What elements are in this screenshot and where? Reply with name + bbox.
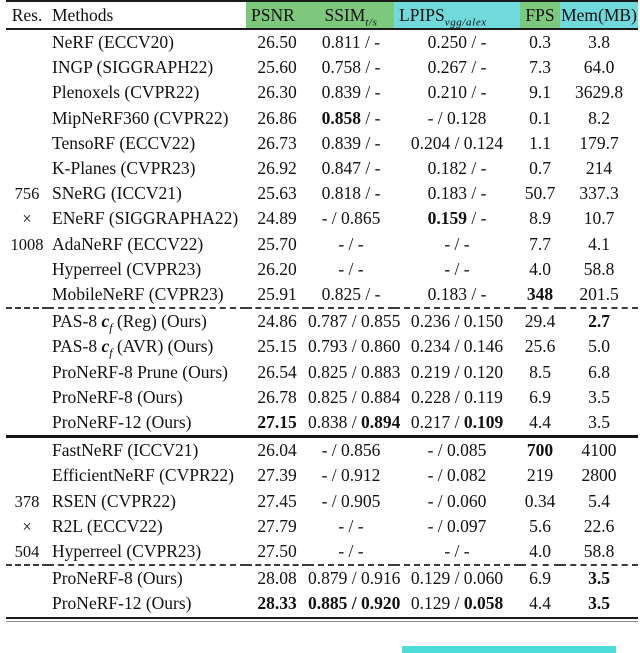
psnr-cell: 25.70 [257,233,297,254]
ssim-cell: 0.847 / - [321,158,381,179]
mem-cell: 214 [585,158,613,179]
lpips-cell: 0.234 / 0.146 [410,336,504,357]
fps-cell: 348 [520,282,560,308]
ssim-cell: - / - [338,515,364,536]
table-row [6,385,638,410]
psnr-cell: 25.60 [257,57,297,78]
mem-cell: 3.5 [560,410,638,437]
fps-cell: 0.7 [529,158,551,179]
ssim-cell: - / 0.905 [321,490,381,511]
res-cell [6,80,48,105]
table-row [6,360,638,385]
lpips-cell: 0.129 / 0.060 [410,568,504,589]
lpips-cell: - / 0.128 [427,107,487,128]
ssim-cell: 0.825 / 0.884 [308,386,401,407]
psnr-cell: 26.50 [257,32,297,52]
method-cell: INGP (SIGGRAPH22) [52,57,214,78]
mem-cell: 58.8 [583,258,615,279]
res-cell [6,131,48,156]
psnr-cell: 28.33 [257,593,297,614]
fps-cell: 5.6 [529,515,551,536]
table-row [6,257,638,282]
lpips-cell: - / - [394,539,520,565]
ssim-cell: - / - [338,258,364,279]
res-cell [6,410,48,437]
col-header-fps: FPS [520,1,560,29]
psnr-cell: 27.50 [246,539,308,565]
psnr-cell: 25.63 [257,183,297,204]
table-row [6,410,638,437]
mem-cell: 10.7 [583,208,615,229]
ssim-cell: 0.885 / 0.920 [308,593,401,614]
res-cell: 504 [6,539,48,565]
mem-cell: 22.6 [583,515,615,536]
col-header-mem: Mem(MB) [560,1,638,29]
lpips-cell: 0.217 / 0.109 [394,410,520,437]
ssim-cell: 0.818 / - [321,183,381,204]
psnr-cell: 26.30 [257,82,297,103]
mem-cell: 4100 [581,440,617,461]
res-cell [6,385,48,410]
method-cell: ProNeRF-8 Prune (Ours) [52,361,228,382]
lpips-cell: 0.228 / 0.119 [411,386,503,407]
table-row [6,106,638,131]
psnr-cell: 26.86 [257,107,297,128]
table-row [6,29,638,55]
table-row [6,55,638,80]
res-cell [6,282,48,308]
psnr-cell: 26.04 [257,440,297,461]
mem-cell: 3629.8 [574,82,624,103]
ssim-cell: 0.839 / - [321,82,381,103]
psnr-cell: 27.15 [246,410,308,437]
results-table [6,0,638,617]
ssim-cell: - / 0.865 [321,208,381,229]
fps-cell: 8.9 [529,208,551,229]
psnr-cell: 24.89 [257,208,297,229]
table-row [6,131,638,156]
fps-cell: 29.4 [524,311,556,332]
fps-cell: 4.4 [529,593,551,614]
col-header-methods: Methods [52,4,114,25]
table-row [6,308,638,334]
method-cell: PAS-8 $c_f$ (Reg) (Ours) [52,311,207,335]
table-header-row [6,1,638,29]
method-cell: NeRF (ECCV20) [52,32,175,52]
lpips-cell: - / 0.082 [427,465,487,486]
method-cell: FastNeRF (ICCV21) [52,440,199,461]
mem-cell: 58.8 [560,539,638,565]
mem-cell: 201.5 [560,282,638,308]
lpips-cell: 0.183 / - [427,183,487,204]
col-header-lpips [394,1,520,29]
psnr-cell: 25.15 [257,336,297,357]
fps-cell: 0.1 [529,107,551,128]
table-row [6,539,638,565]
res-cell: × [22,209,32,229]
fps-cell: 25.6 [524,336,556,357]
ssim-cell: 0.858 / - [321,107,381,128]
mem-cell: 4.1 [588,233,610,254]
ssim-cell: - / - [338,233,364,254]
fps-cell: 7.3 [529,57,551,78]
table-row [6,181,638,206]
res-cell [6,334,48,359]
method-cell: ProNeRF-12 (Ours) [52,593,192,614]
fps-cell: 6.9 [529,386,551,407]
res-cell [6,360,48,385]
fps-cell: 4.0 [529,258,551,279]
mem-cell: 5.0 [588,336,610,357]
ssim-cell: - / 0.912 [321,465,381,486]
ssim-cell: 0.793 / 0.860 [308,336,401,357]
method-cell: RSEN (CVPR22) [52,490,176,511]
table-body [6,29,638,617]
lpips-cell: 0.183 / - [394,282,520,308]
mem-cell: 8.2 [588,107,610,128]
mem-cell: 179.7 [579,132,619,153]
method-cell: K-Planes (CVPR23) [52,158,196,179]
col-header-res: Res. [11,4,43,25]
lpips-cell: 0.159 / - [427,208,487,229]
method-cell: EfficientNeRF (CVPR22) [52,465,234,486]
lpips-cell: 0.267 / - [427,57,487,78]
res-cell [6,308,48,334]
lpips-cell: 0.210 / - [427,82,487,103]
ssim-cell: - / - [308,539,394,565]
mem-cell: 337.3 [579,183,619,204]
lpips-cell: 0.204 / 0.124 [410,132,504,153]
psnr-cell: 28.08 [257,568,297,589]
ssim-cell: 0.825 / 0.883 [308,361,401,382]
ssim-cell: - / 0.856 [321,440,381,461]
lpips-cell: 0.129 / 0.058 [410,593,504,614]
table-row [6,437,638,464]
ssim-subscript: t/s [365,16,378,28]
fps-cell: 0.34 [524,490,556,511]
col-header-ssim [308,1,394,29]
res-cell [6,106,48,131]
mem-cell: 6.8 [588,361,610,382]
fps-cell: 9.1 [529,82,551,103]
lpips-subscript: vgg/alex [444,16,487,28]
table-row [6,206,638,231]
ssim-cell: 0.825 / - [308,282,394,308]
fps-cell: 6.9 [529,568,551,589]
res-cell [6,55,48,80]
res-cell: 378 [14,491,40,511]
table-row [6,334,638,359]
table-row [6,489,638,514]
mem-cell: 3.5 [588,593,610,614]
mem-cell: 3.5 [588,386,610,407]
fps-cell: 4.4 [520,410,560,437]
ssim-cell: 0.879 / 0.916 [308,568,401,589]
res-cell [6,437,48,464]
lpips-cell: 0.182 / - [427,158,487,179]
ssim-label: SSIM [324,4,366,25]
method-cell: Plenoxels (CVPR22) [52,82,200,103]
method-cell: R2L (ECCV22) [52,515,163,536]
res-cell [6,591,48,616]
method-cell: Hyperreel (CVPR23) [48,539,246,565]
lpips-cell: 0.250 / - [427,32,487,52]
res-cell: 1008 [10,234,44,254]
fps-cell: 1.1 [529,132,551,153]
res-cell: 756 [14,184,40,204]
accent-bar [402,646,616,653]
fps-cell: 219 [526,465,554,486]
col-header-psnr: PSNR [246,1,308,29]
res-cell: × [22,516,32,536]
fps-cell: 4.0 [520,539,560,565]
table-row [6,232,638,257]
res-cell [6,463,48,488]
lpips-cell: - / 0.097 [427,515,487,536]
mem-cell: 2800 [581,465,617,486]
table-row [6,514,638,539]
ssim-cell: 0.758 / - [321,57,381,78]
ssim-cell: 0.787 / 0.855 [308,311,401,332]
mem-cell: 3.8 [588,32,610,52]
fps-cell: 0.3 [529,32,551,52]
res-cell [6,29,48,55]
method-cell: AdaNeRF (ECCV22) [52,233,204,254]
table-row [6,282,638,308]
table-row [6,463,638,488]
method-cell: ENeRF (SIGGRAPHA22) [52,208,239,229]
fps-cell: 700 [526,440,554,461]
psnr-cell: 27.79 [257,515,297,536]
psnr-cell: 26.54 [257,361,297,382]
lpips-label: LPIPS [399,4,445,25]
method-cell: MipNeRF360 (CVPR22) [52,107,229,128]
table-row [6,565,638,591]
psnr-cell: 26.92 [257,158,297,179]
lpips-cell: - / - [444,258,470,279]
table-row [6,591,638,616]
table-row [6,156,638,181]
table-bottom-rule [6,617,638,622]
method-cell: PAS-8 $c_f$ (AVR) (Ours) [52,336,214,360]
fps-cell: 8.5 [529,361,551,382]
lpips-cell: - / 0.060 [427,490,487,511]
mem-cell: 3.5 [588,568,610,589]
ssim-cell: 0.811 / - [321,32,381,52]
lpips-cell: - / - [444,233,470,254]
table-row [6,80,638,105]
ssim-cell: 0.838 / 0.894 [308,410,394,437]
fps-cell: 7.7 [529,233,551,254]
lpips-cell: 0.219 / 0.120 [410,361,504,382]
method-cell: TensoRF (ECCV22) [52,132,196,153]
method-cell: ProNeRF-8 (Ours) [52,386,183,407]
psnr-cell: 27.39 [257,465,297,486]
psnr-cell: 26.73 [257,132,297,153]
psnr-cell: 26.78 [257,386,297,407]
method-cell: MobileNeRF (CVPR23) [48,282,246,308]
res-cell [6,257,48,282]
method-cell: Hyperreel (CVPR23) [52,258,202,279]
lpips-cell: 0.236 / 0.150 [410,311,504,332]
psnr-cell: 25.91 [246,282,308,308]
mem-cell: 64.0 [583,57,615,78]
psnr-cell: 26.20 [257,258,297,279]
psnr-cell: 27.45 [257,490,297,511]
method-cell: ProNeRF-8 (Ours) [52,568,183,589]
lpips-cell: - / 0.085 [427,440,487,461]
mem-cell: 5.4 [588,490,610,511]
method-cell: SNeRG (ICCV21) [52,183,182,204]
mem-cell: 2.7 [588,311,610,332]
res-cell [6,565,48,591]
psnr-cell: 24.86 [257,311,297,332]
method-cell: ProNeRF-12 (Ours) [48,410,246,437]
fps-cell: 50.7 [524,183,556,204]
ssim-cell: 0.839 / - [321,132,381,153]
res-cell [6,156,48,181]
